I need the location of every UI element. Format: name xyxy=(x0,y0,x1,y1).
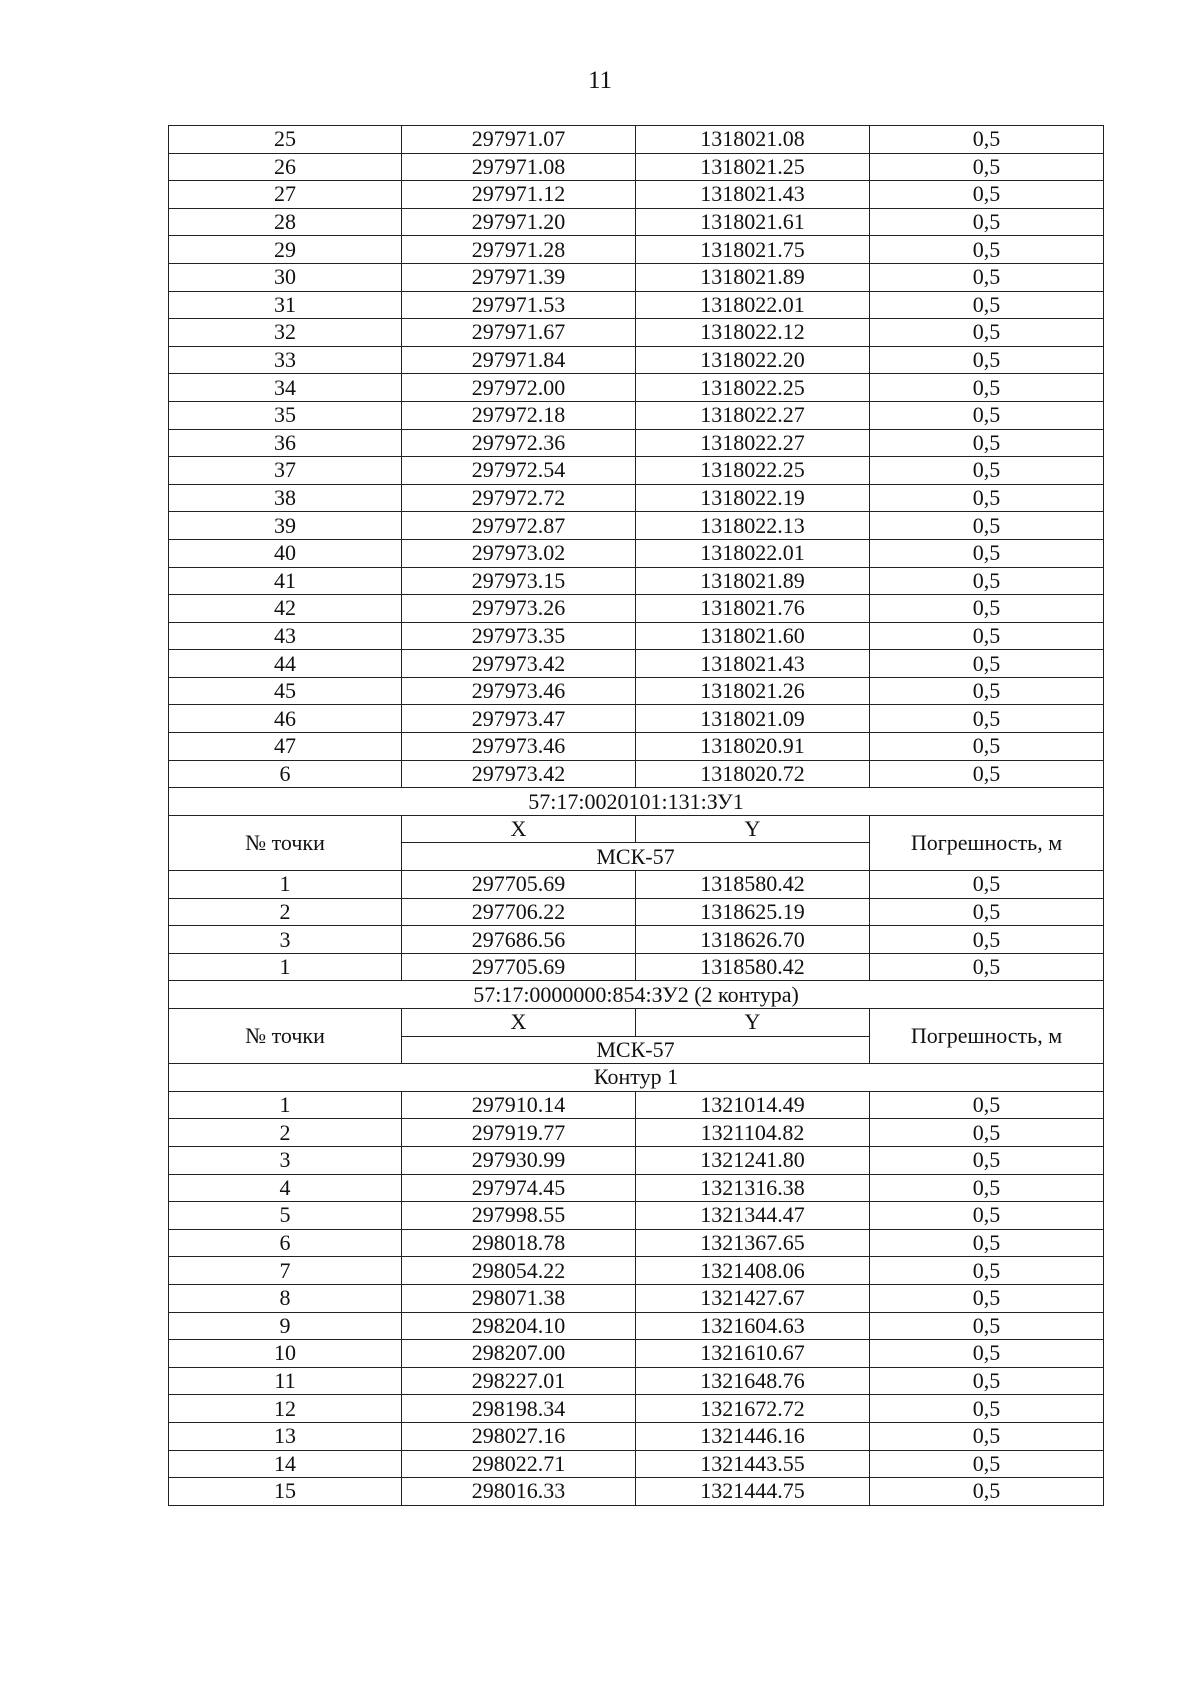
error-cell: 0,5 xyxy=(870,153,1104,181)
y-header: Y xyxy=(636,1009,870,1037)
point-number-cell: 44 xyxy=(169,650,402,678)
y-coordinate-cell: 1318020.72 xyxy=(636,760,870,788)
error-cell: 0,5 xyxy=(870,595,1104,623)
y-coordinate-cell: 1321367.65 xyxy=(636,1229,870,1257)
point-number-cell: 26 xyxy=(169,153,402,181)
error-cell: 0,5 xyxy=(870,733,1104,761)
y-coordinate-cell: 1318022.25 xyxy=(636,457,870,485)
error-header: Погрешность, м xyxy=(870,815,1104,870)
point-number-cell: 34 xyxy=(169,374,402,402)
error-cell: 0,5 xyxy=(870,126,1104,154)
x-coordinate-cell: 297973.42 xyxy=(402,650,636,678)
error-cell: 0,5 xyxy=(870,1450,1104,1478)
table-row xyxy=(169,1312,1104,1340)
point-number-cell: 4 xyxy=(169,1174,402,1202)
x-coordinate-cell: 297972.87 xyxy=(402,512,636,540)
error-cell: 0,5 xyxy=(870,319,1104,347)
x-coordinate-cell: 298198.34 xyxy=(402,1395,636,1423)
y-coordinate-cell: 1318021.26 xyxy=(636,677,870,705)
y-coordinate-cell: 1318021.75 xyxy=(636,236,870,264)
point-number-cell: 14 xyxy=(169,1450,402,1478)
table-row xyxy=(169,595,1104,623)
error-cell: 0,5 xyxy=(870,1367,1104,1395)
table-row xyxy=(169,953,1104,981)
table-row xyxy=(169,677,1104,705)
table-row xyxy=(169,181,1104,209)
y-coordinate-cell: 1318625.19 xyxy=(636,898,870,926)
table-row xyxy=(169,1257,1104,1285)
x-coordinate-cell: 298016.33 xyxy=(402,1478,636,1506)
error-cell: 0,5 xyxy=(870,1284,1104,1312)
y-coordinate-cell: 1318021.61 xyxy=(636,208,870,236)
error-cell: 0,5 xyxy=(870,1312,1104,1340)
point-number-cell: 28 xyxy=(169,208,402,236)
table-row xyxy=(169,263,1104,291)
x-coordinate-cell: 298018.78 xyxy=(402,1229,636,1257)
table-row xyxy=(169,1422,1104,1450)
error-cell: 0,5 xyxy=(870,208,1104,236)
table-row xyxy=(169,1450,1104,1478)
y-coordinate-cell: 1318022.27 xyxy=(636,429,870,457)
error-cell: 0,5 xyxy=(870,1119,1104,1147)
point-number-cell: 9 xyxy=(169,1312,402,1340)
error-cell: 0,5 xyxy=(870,926,1104,954)
y-coordinate-cell: 1318022.20 xyxy=(636,346,870,374)
point-number-cell: 7 xyxy=(169,1257,402,1285)
y-header: Y xyxy=(636,815,870,843)
error-cell: 0,5 xyxy=(870,898,1104,926)
point-number-cell: 43 xyxy=(169,622,402,650)
error-header: Погрешность, м xyxy=(870,1009,1104,1064)
error-cell: 0,5 xyxy=(870,1091,1104,1119)
section-title: 57:17:0000000:854:ЗУ2 (2 контура) xyxy=(169,981,1104,1009)
x-coordinate-cell: 297973.35 xyxy=(402,622,636,650)
table-row xyxy=(169,567,1104,595)
x-coordinate-cell: 297971.08 xyxy=(402,153,636,181)
x-coordinate-cell: 297972.72 xyxy=(402,484,636,512)
error-cell: 0,5 xyxy=(870,677,1104,705)
error-cell: 0,5 xyxy=(870,429,1104,457)
coordinates-table xyxy=(168,125,1104,1506)
table-row xyxy=(169,1119,1104,1147)
coordinate-system-header: МСК-57 xyxy=(402,1036,870,1064)
x-coordinate-cell: 297910.14 xyxy=(402,1091,636,1119)
x-coordinate-cell: 298027.16 xyxy=(402,1422,636,1450)
x-coordinate-cell: 297705.69 xyxy=(402,953,636,981)
y-coordinate-cell: 1321241.80 xyxy=(636,1146,870,1174)
x-coordinate-cell: 298022.71 xyxy=(402,1450,636,1478)
section-title: 57:17:0020101:131:ЗУ1 xyxy=(169,788,1104,816)
error-cell: 0,5 xyxy=(870,871,1104,899)
point-number-header: № точки xyxy=(169,1009,402,1064)
y-coordinate-cell: 1318021.43 xyxy=(636,650,870,678)
x-coordinate-cell: 297972.54 xyxy=(402,457,636,485)
table-row xyxy=(169,733,1104,761)
x-coordinate-cell: 297973.26 xyxy=(402,595,636,623)
table-row xyxy=(169,650,1104,678)
table-row xyxy=(169,705,1104,733)
point-number-cell: 39 xyxy=(169,512,402,540)
error-cell: 0,5 xyxy=(870,291,1104,319)
error-cell: 0,5 xyxy=(870,1395,1104,1423)
y-coordinate-cell: 1318022.01 xyxy=(636,539,870,567)
table-row xyxy=(169,1174,1104,1202)
error-cell: 0,5 xyxy=(870,760,1104,788)
table-row xyxy=(169,484,1104,512)
y-coordinate-cell: 1318021.89 xyxy=(636,567,870,595)
x-coordinate-cell: 297919.77 xyxy=(402,1119,636,1147)
y-coordinate-cell: 1318022.27 xyxy=(636,401,870,429)
point-number-cell: 29 xyxy=(169,236,402,264)
point-number-cell: 46 xyxy=(169,705,402,733)
point-number-cell: 2 xyxy=(169,898,402,926)
x-header: X xyxy=(402,815,636,843)
y-coordinate-cell: 1318021.25 xyxy=(636,153,870,181)
error-cell: 0,5 xyxy=(870,1229,1104,1257)
y-coordinate-cell: 1318022.01 xyxy=(636,291,870,319)
y-coordinate-cell: 1318022.19 xyxy=(636,484,870,512)
header-row xyxy=(169,1009,1104,1037)
point-number-cell: 6 xyxy=(169,760,402,788)
point-number-cell: 2 xyxy=(169,1119,402,1147)
table-row xyxy=(169,319,1104,347)
error-cell: 0,5 xyxy=(870,374,1104,402)
y-coordinate-cell: 1318021.89 xyxy=(636,263,870,291)
x-coordinate-cell: 297686.56 xyxy=(402,926,636,954)
x-header: X xyxy=(402,1009,636,1037)
point-number-cell: 30 xyxy=(169,263,402,291)
coordinates-table-body xyxy=(169,126,1104,1506)
y-coordinate-cell: 1318021.60 xyxy=(636,622,870,650)
section-title-row xyxy=(169,981,1104,1009)
point-number-cell: 33 xyxy=(169,346,402,374)
y-coordinate-cell: 1321408.06 xyxy=(636,1257,870,1285)
table-row xyxy=(169,1367,1104,1395)
x-coordinate-cell: 298227.01 xyxy=(402,1367,636,1395)
y-coordinate-cell: 1321427.67 xyxy=(636,1284,870,1312)
x-coordinate-cell: 297971.39 xyxy=(402,263,636,291)
table-row xyxy=(169,457,1104,485)
x-coordinate-cell: 297971.07 xyxy=(402,126,636,154)
error-cell: 0,5 xyxy=(870,1340,1104,1368)
error-cell: 0,5 xyxy=(870,1257,1104,1285)
point-number-cell: 10 xyxy=(169,1340,402,1368)
point-number-cell: 3 xyxy=(169,926,402,954)
table-row xyxy=(169,926,1104,954)
y-coordinate-cell: 1321604.63 xyxy=(636,1312,870,1340)
table-row xyxy=(169,1202,1104,1230)
error-cell: 0,5 xyxy=(870,650,1104,678)
error-cell: 0,5 xyxy=(870,484,1104,512)
error-cell: 0,5 xyxy=(870,346,1104,374)
x-coordinate-cell: 297972.00 xyxy=(402,374,636,402)
x-coordinate-cell: 297972.36 xyxy=(402,429,636,457)
point-number-cell: 6 xyxy=(169,1229,402,1257)
y-coordinate-cell: 1318022.25 xyxy=(636,374,870,402)
x-coordinate-cell: 297973.47 xyxy=(402,705,636,733)
point-number-cell: 40 xyxy=(169,539,402,567)
point-number-cell: 15 xyxy=(169,1478,402,1506)
point-number-cell: 5 xyxy=(169,1202,402,1230)
y-coordinate-cell: 1318580.42 xyxy=(636,953,870,981)
y-coordinate-cell: 1318022.12 xyxy=(636,319,870,347)
y-coordinate-cell: 1321014.49 xyxy=(636,1091,870,1119)
coordinate-system-header: МСК-57 xyxy=(402,843,870,871)
point-number-cell: 13 xyxy=(169,1422,402,1450)
y-coordinate-cell: 1321444.75 xyxy=(636,1478,870,1506)
point-number-cell: 27 xyxy=(169,181,402,209)
error-cell: 0,5 xyxy=(870,953,1104,981)
table-row xyxy=(169,1284,1104,1312)
y-coordinate-cell: 1318580.42 xyxy=(636,871,870,899)
point-number-cell: 25 xyxy=(169,126,402,154)
table-row xyxy=(169,1146,1104,1174)
table-row xyxy=(169,1229,1104,1257)
x-coordinate-cell: 297973.46 xyxy=(402,677,636,705)
x-coordinate-cell: 298207.00 xyxy=(402,1340,636,1368)
table-row xyxy=(169,401,1104,429)
error-cell: 0,5 xyxy=(870,539,1104,567)
section-title-row xyxy=(169,788,1104,816)
point-number-cell: 41 xyxy=(169,567,402,595)
x-coordinate-cell: 297706.22 xyxy=(402,898,636,926)
point-number-cell: 31 xyxy=(169,291,402,319)
point-number-cell: 1 xyxy=(169,1091,402,1119)
y-coordinate-cell: 1321610.67 xyxy=(636,1340,870,1368)
x-coordinate-cell: 297973.42 xyxy=(402,760,636,788)
point-number-cell: 37 xyxy=(169,457,402,485)
table-row xyxy=(169,236,1104,264)
error-cell: 0,5 xyxy=(870,1146,1104,1174)
y-coordinate-cell: 1321443.55 xyxy=(636,1450,870,1478)
point-number-cell: 35 xyxy=(169,401,402,429)
error-cell: 0,5 xyxy=(870,401,1104,429)
table-row xyxy=(169,1395,1104,1423)
point-number-cell: 3 xyxy=(169,1146,402,1174)
error-cell: 0,5 xyxy=(870,1422,1104,1450)
point-number-cell: 12 xyxy=(169,1395,402,1423)
table-row xyxy=(169,539,1104,567)
error-cell: 0,5 xyxy=(870,236,1104,264)
y-coordinate-cell: 1321446.16 xyxy=(636,1422,870,1450)
x-coordinate-cell: 297974.45 xyxy=(402,1174,636,1202)
table-row xyxy=(169,153,1104,181)
error-cell: 0,5 xyxy=(870,567,1104,595)
error-cell: 0,5 xyxy=(870,1478,1104,1506)
table-row xyxy=(169,622,1104,650)
y-coordinate-cell: 1321344.47 xyxy=(636,1202,870,1230)
error-cell: 0,5 xyxy=(870,181,1104,209)
error-cell: 0,5 xyxy=(870,1202,1104,1230)
table-row xyxy=(169,429,1104,457)
x-coordinate-cell: 297973.02 xyxy=(402,539,636,567)
error-cell: 0,5 xyxy=(870,705,1104,733)
y-coordinate-cell: 1318021.43 xyxy=(636,181,870,209)
error-cell: 0,5 xyxy=(870,263,1104,291)
x-coordinate-cell: 297972.18 xyxy=(402,401,636,429)
y-coordinate-cell: 1318626.70 xyxy=(636,926,870,954)
y-coordinate-cell: 1321648.76 xyxy=(636,1367,870,1395)
y-coordinate-cell: 1321672.72 xyxy=(636,1395,870,1423)
y-coordinate-cell: 1318022.13 xyxy=(636,512,870,540)
table-row xyxy=(169,1340,1104,1368)
point-number-header: № точки xyxy=(169,815,402,870)
error-cell: 0,5 xyxy=(870,457,1104,485)
y-coordinate-cell: 1318020.91 xyxy=(636,733,870,761)
x-coordinate-cell: 297973.46 xyxy=(402,733,636,761)
x-coordinate-cell: 297971.20 xyxy=(402,208,636,236)
header-row xyxy=(169,815,1104,843)
error-cell: 0,5 xyxy=(870,1174,1104,1202)
y-coordinate-cell: 1318021.08 xyxy=(636,126,870,154)
table-row xyxy=(169,291,1104,319)
x-coordinate-cell: 298071.38 xyxy=(402,1284,636,1312)
point-number-cell: 32 xyxy=(169,319,402,347)
y-coordinate-cell: 1321316.38 xyxy=(636,1174,870,1202)
x-coordinate-cell: 298054.22 xyxy=(402,1257,636,1285)
x-coordinate-cell: 298204.10 xyxy=(402,1312,636,1340)
x-coordinate-cell: 297930.99 xyxy=(402,1146,636,1174)
x-coordinate-cell: 297971.28 xyxy=(402,236,636,264)
table-row xyxy=(169,512,1104,540)
table-row xyxy=(169,898,1104,926)
y-coordinate-cell: 1318021.76 xyxy=(636,595,870,623)
point-number-cell: 42 xyxy=(169,595,402,623)
table-row xyxy=(169,374,1104,402)
table-row xyxy=(169,126,1104,154)
point-number-cell: 1 xyxy=(169,871,402,899)
table-row xyxy=(169,1091,1104,1119)
x-coordinate-cell: 297971.84 xyxy=(402,346,636,374)
table-row xyxy=(169,346,1104,374)
point-number-cell: 45 xyxy=(169,677,402,705)
x-coordinate-cell: 297971.12 xyxy=(402,181,636,209)
point-number-cell: 1 xyxy=(169,953,402,981)
y-coordinate-cell: 1318021.09 xyxy=(636,705,870,733)
x-coordinate-cell: 297971.53 xyxy=(402,291,636,319)
table-row xyxy=(169,1478,1104,1506)
contour-label-row xyxy=(169,1064,1104,1092)
x-coordinate-cell: 297998.55 xyxy=(402,1202,636,1230)
error-cell: 0,5 xyxy=(870,622,1104,650)
x-coordinate-cell: 297973.15 xyxy=(402,567,636,595)
error-cell: 0,5 xyxy=(870,512,1104,540)
page-number: 11 xyxy=(587,67,613,94)
table-row xyxy=(169,871,1104,899)
table-row xyxy=(169,208,1104,236)
y-coordinate-cell: 1321104.82 xyxy=(636,1119,870,1147)
point-number-cell: 47 xyxy=(169,733,402,761)
x-coordinate-cell: 297705.69 xyxy=(402,871,636,899)
point-number-cell: 8 xyxy=(169,1284,402,1312)
contour-label: Контур 1 xyxy=(169,1064,1104,1092)
x-coordinate-cell: 297971.67 xyxy=(402,319,636,347)
point-number-cell: 38 xyxy=(169,484,402,512)
point-number-cell: 11 xyxy=(169,1367,402,1395)
point-number-cell: 36 xyxy=(169,429,402,457)
table-row xyxy=(169,760,1104,788)
